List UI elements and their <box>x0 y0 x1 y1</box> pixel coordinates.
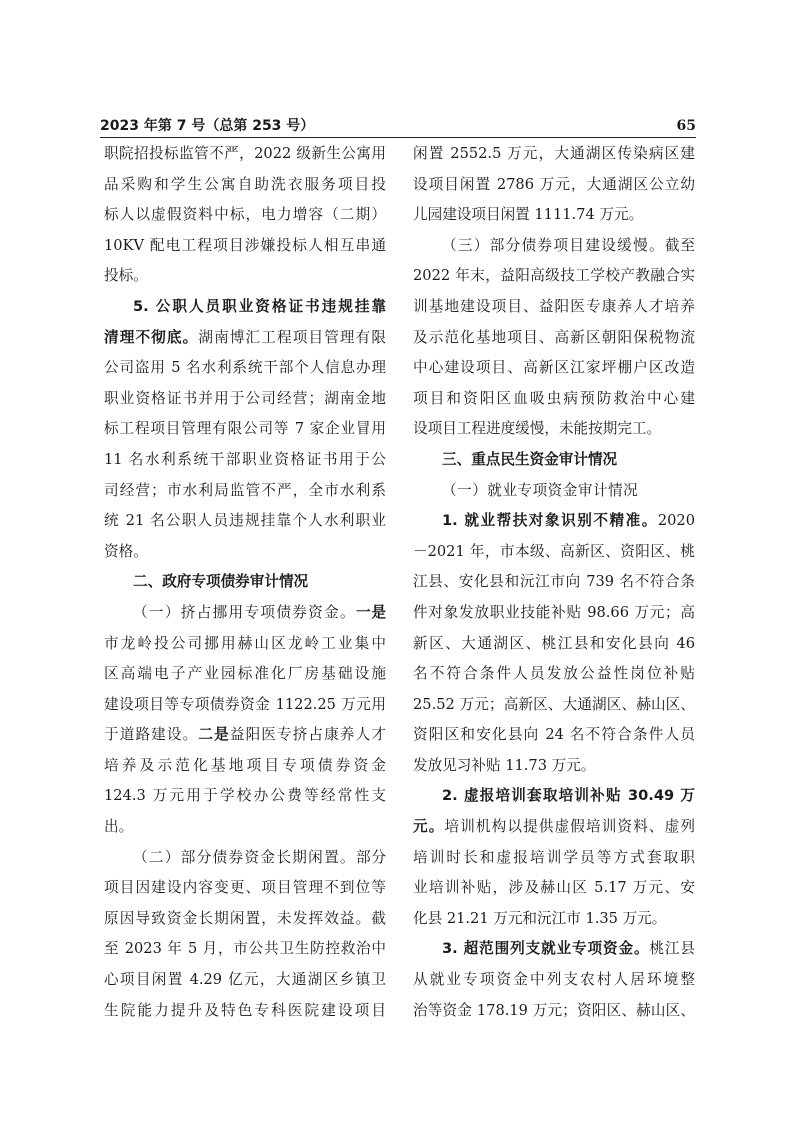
text-line: 从就业专项资金中列支农村人居环境整 <box>413 971 695 989</box>
text-run: （二）部分债券资金长期闲置。 <box>133 848 356 866</box>
text-line: 25.52 万元；高新区、大通湖区、赫山区、 <box>413 695 695 713</box>
text-line: 标工程项目管理有限公司等 7 家企业冒用 <box>104 420 386 438</box>
text-line: 化县 21.21 万元和沅江市 1.35 万元。 <box>413 909 667 927</box>
text-run: 于道路建设。 <box>104 726 199 744</box>
text-run: 一是 <box>355 603 386 621</box>
text-run: 元。 <box>413 818 445 836</box>
text-line: 出。 <box>104 818 134 836</box>
text-line: 至 2023 年 5 月，市公共卫生防控救治中 <box>104 940 386 958</box>
text-line: －2021 年，市本级、高新区、资阳区、桃 <box>413 542 695 560</box>
text-run: 二、政府专项债券审计情况 <box>133 573 309 591</box>
text-run: （三）部分债券项目建设缓慢。 <box>442 236 665 254</box>
text-line: 及示范化基地项目、高新区朝阳保税物流 <box>413 328 695 346</box>
text-run: （一）挤占挪用专项债券资金。 <box>133 603 356 621</box>
text-run: （一）就业专项资金审计情况 <box>442 481 639 499</box>
text-line <box>413 506 695 537</box>
text-line: 心项目闲置 4.29 亿元，大通湖区乡镇卫 <box>104 971 386 989</box>
text-line: 职业资格证书并用于公司经营；湖南金地 <box>104 389 386 407</box>
header-rule <box>100 137 696 138</box>
text-line <box>413 934 695 965</box>
text-line <box>104 720 386 751</box>
text-line: 中心建设项目、高新区江家坪棚户区改造 <box>413 359 695 377</box>
text-line <box>104 567 386 598</box>
text-line <box>413 476 695 507</box>
page-number: 65 <box>676 118 696 134</box>
text-line <box>104 598 386 629</box>
right-column <box>413 139 695 1026</box>
text-line: 2022 年末，益阳高级技工学校产教融合实 <box>413 267 695 285</box>
text-line: 司经营；市水利局监管不严，全市水利系 <box>104 481 386 499</box>
text-run: 1. 就业帮扶对象识别不精准。 <box>442 512 658 530</box>
text-run: 2. 虚报培训套取培训补贴 30.49 万 <box>442 787 695 805</box>
left-column <box>104 139 386 1026</box>
text-line: 统 21 名公职人员违规挂靠个人水利职业 <box>104 512 386 530</box>
text-line: 训基地建设项目、益阳医专康养人才培养 <box>413 297 695 315</box>
text-line <box>413 781 695 812</box>
text-line: 名不符合条件人员发放公益性岗位补贴 <box>413 665 695 683</box>
text-line: 新区、大通湖区、桃江县和安化县向 46 <box>413 634 695 652</box>
text-line: 培训时长和虚报培训学员等方式套取职 <box>413 848 695 866</box>
text-line: 设项目闲置 2786 万元，大通湖区公立幼 <box>413 175 695 193</box>
text-run: 二是 <box>198 726 230 744</box>
text-line: 江县、安化县和沅江市向 739 名不符合条 <box>413 573 695 591</box>
text-line: 建设项目等专项债券资金 1122.25 万元用 <box>104 695 386 713</box>
text-run: 3. 超范围列支就业专项资金。 <box>442 940 650 958</box>
text-run: 截至 <box>664 236 695 254</box>
text-line <box>413 812 695 843</box>
text-run: 桃江县 <box>649 940 695 958</box>
text-run: 益阳医专挤占康养人才 <box>229 726 386 744</box>
text-line: 治等资金 178.19 万元；资阳区、赫山区、 <box>413 1001 695 1019</box>
text-line: 资格。 <box>104 542 148 560</box>
running-header <box>100 116 696 136</box>
text-line: 闲置 2552.5 万元，大通湖区传染病区建 <box>413 145 695 162</box>
text-line: 原因导致资金长期闲置，未发挥效益。截 <box>104 909 386 927</box>
text-line: 投标。 <box>104 267 148 285</box>
text-run: 培训机构以提供虚假培训资料、虚列 <box>444 818 695 836</box>
text-line <box>104 323 386 354</box>
text-run: 部分 <box>355 848 386 866</box>
text-line: 公司盗用 5 名水利系统干部个人信息办理 <box>104 359 386 377</box>
text-line <box>104 292 386 323</box>
text-line: 设项目工程进度缓慢，未能按期完工。 <box>413 420 662 438</box>
text-line: 标人以虚假资料中标，电力增容（二期） <box>104 206 386 224</box>
text-line: 职院招投标监管不严，2022 级新生公寓用 <box>104 145 386 162</box>
text-line: 市龙岭投公司挪用赫山区龙岭工业集中 <box>104 634 386 652</box>
text-line: 品采购和学生公寓自助洗衣服务项目投 <box>104 175 386 193</box>
text-line: 区高端电子产业园标准化厂房基础设施 <box>104 665 386 683</box>
text-line: 124.3 万元用于学校办公费等经常性支 <box>104 787 386 805</box>
text-line <box>413 445 695 476</box>
text-run: 5. 公职人员职业资格证书违规挂靠 <box>133 297 386 315</box>
text-line <box>104 843 386 874</box>
text-line: 资阳区和安化县向 24 名不符合条件人员 <box>413 726 695 744</box>
text-line: 培养及示范化基地项目专项债券资金 <box>104 756 386 774</box>
text-run: 清理不彻底。 <box>104 328 199 346</box>
text-run: 2020 <box>657 512 695 530</box>
issue-label: 2023 年第 7 号（总第 253 号） <box>100 118 315 134</box>
text-line: 项目和资阳区血吸虫病预防救治中心建 <box>413 389 695 407</box>
text-run: 三、重点民生资金审计情况 <box>442 450 618 468</box>
text-line: 生院能力提升及特色专科医院建设项目 <box>104 1001 386 1019</box>
text-line: 10KV 配电工程项目涉嫌投标人相互串通 <box>104 236 386 254</box>
text-line <box>413 231 695 262</box>
text-line: 项目因建设内容变更、项目管理不到位等 <box>104 879 386 897</box>
text-line: 儿园建设项目闲置 1111.74 万元。 <box>413 206 644 224</box>
text-run: 湖南博汇工程项目管理有限 <box>198 328 386 346</box>
text-line: 件对象发放职业技能补贴 98.66 万元；高 <box>413 603 695 621</box>
text-line: 发放见习补贴 11.73 万元。 <box>413 756 596 774</box>
text-line: 11 名水利系统干部职业资格证书用于公 <box>104 450 386 468</box>
text-line: 业培训补贴，涉及赫山区 5.17 万元、安 <box>413 879 695 897</box>
